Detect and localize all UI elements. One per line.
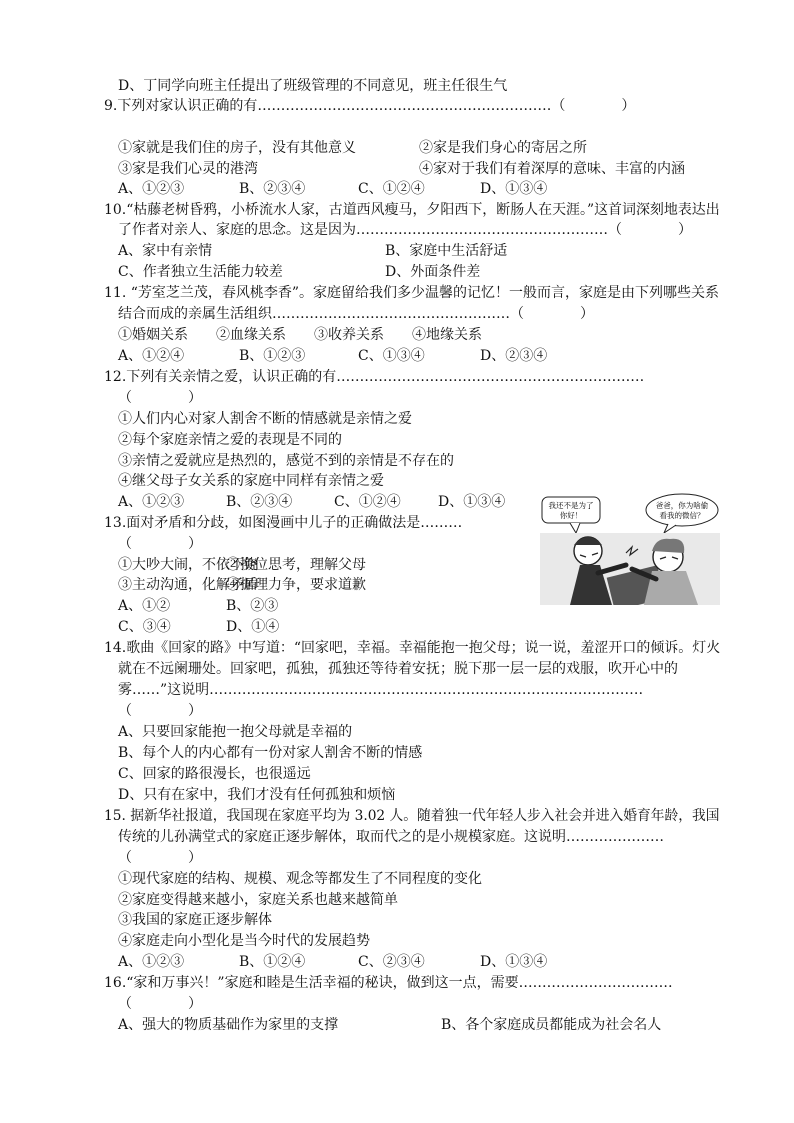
- text-line: 了作者对亲人、家庭的思念。这是因为………………………………………………（ ）: [118, 222, 692, 238]
- text-line: D、①③④: [480, 181, 548, 197]
- text-line: B、②③: [226, 598, 279, 614]
- text-line: D、①③④: [480, 954, 548, 970]
- text-line: 雾……”这说明…………………………………………………………………………………: [118, 682, 644, 698]
- text-line: C、①②④: [334, 494, 401, 510]
- text-line: ③我国的家庭正逐步解体: [118, 912, 272, 928]
- father-bubble-line-2: 看我的微信？: [659, 511, 705, 520]
- text-line: 16.“家和万事兴！”家庭和睦是生活幸福的秘诀，做到这一点，需要……………………………: [104, 975, 673, 991]
- text-line: （ ）: [118, 996, 202, 1012]
- text-line: D、丁同学向班主任提出了班级管理的不同意见，班主任很生气: [118, 78, 508, 94]
- text-line: C、③④: [118, 619, 171, 635]
- text-line: ④家对于我们有着深厚的意味、丰富的内涵: [419, 161, 685, 177]
- text-line: ③主动沟通，化解矛盾: [118, 577, 258, 593]
- text-line: B、家庭中生活舒适: [385, 243, 508, 259]
- text-line: 12.下列有关亲情之爱，认识正确的有…………………………………………………………: [104, 369, 645, 385]
- text-line: C、②③④: [358, 954, 425, 970]
- text-line: 15. 据新华社报道，我国现在家庭平均为 3.02 人。随着独一代年轻人步入社会并进入婚育年龄，我国: [104, 808, 720, 824]
- text-line: B、②③④: [239, 181, 306, 197]
- text-line: ①大吵大闹，不依不饶: [118, 557, 258, 573]
- text-line: ②家是我们身心的寄居之所: [419, 140, 587, 156]
- text-line: ③家是我们心灵的港湾: [118, 161, 258, 177]
- text-line: （ ）: [118, 536, 202, 552]
- text-line: A、①②③: [118, 954, 185, 970]
- text-line: ④继父母子女关系的家庭中同样有亲情之爱: [118, 473, 384, 489]
- text-line: A、只要回家能抱一抱父母就是幸福的: [118, 724, 353, 740]
- text-line: B、②③④: [226, 494, 293, 510]
- text-line: C、①②④: [358, 181, 425, 197]
- text-line: B、各个家庭成员都能成为社会名人: [441, 1017, 662, 1033]
- text-line: D、①④: [226, 619, 280, 635]
- text-line: C、回家的路很漫长，也很遥远: [118, 766, 311, 782]
- text-line: 14.歌曲《回家的路》中写道：“回家吧，幸福。幸福能抱一抱父母；说一说，羞涩开口的倾诉。灯火: [104, 640, 721, 656]
- text-line: B、①②③: [239, 348, 306, 364]
- text-line: A、①②③: [118, 181, 185, 197]
- text-line: D、只有在家中，我们才没有任何孤独和烦恼: [118, 787, 396, 803]
- text-line: A、强大的物质基础作为家里的支撑: [118, 1017, 339, 1033]
- text-line: ④家庭走向小型化是当今时代的发展趋势: [118, 933, 370, 949]
- text-line: B、①②④: [239, 954, 306, 970]
- text-line: C、作者独立生活能力较差: [118, 264, 283, 280]
- text-line: A、家中有亲情: [118, 243, 213, 259]
- text-line: ④据理力争，要求道歉: [226, 577, 366, 593]
- text-line: ②换位思考，理解父母: [226, 557, 366, 573]
- text-line: ③亲情之爱就应是热烈的，感觉不到的亲情是不存在的: [118, 453, 454, 469]
- text-line: 9.下列对家认识正确的有………………………………………………………（ ）: [104, 98, 636, 114]
- cartoon-illustration: [540, 493, 720, 605]
- son-bubble-line-2: 你好！: [559, 511, 583, 520]
- text-line: 就在不远阑珊处。回家吧，孤独，孤独还等待着安抚；脱下那一层一层的戏服，吹开心中的: [118, 661, 678, 677]
- text-line: ①人们内心对家人割舍不断的情感就是亲情之爱: [118, 411, 412, 427]
- text-line: B、每个人的内心都有一份对家人割舍不断的情感: [118, 745, 423, 761]
- text-line: ①婚姻关系 ②血缘关系 ③收养关系 ④地缘关系: [118, 327, 482, 343]
- text-line: ②每个家庭亲情之爱的表现是不同的: [118, 432, 342, 448]
- text-line: 13.面对矛盾和分歧，如图漫画中儿子的正确做法是………: [104, 515, 463, 531]
- text-line: 11. “芳室芝兰茂，春风桃李香”。家庭留给我们多少温馨的记忆！一般而言，家庭是由下列哪些关系: [104, 285, 720, 301]
- text-line: A、①②④: [118, 348, 185, 364]
- text-line: （ ）: [118, 390, 202, 406]
- text-line: D、外面条件差: [385, 264, 481, 280]
- text-line: 10.“枯藤老树昏鸦，小桥流水人家，古道西风瘦马，夕阳西下，断肠人在天涯。”这首词深刻地表达出: [104, 202, 720, 218]
- text-line: A、①②: [118, 598, 171, 614]
- text-line: A、①②③: [118, 494, 185, 510]
- text-line: ①现代家庭的结构、规模、观念等都发生了不同程度的变化: [118, 871, 482, 887]
- text-line: （ ）: [118, 703, 202, 719]
- son-bubble-line-1: 我还不是为了: [548, 501, 594, 510]
- text-line: ①家就是我们住的房子，没有其他意义: [118, 140, 356, 156]
- text-line: D、①③④: [438, 494, 506, 510]
- father-bubble-line-1: 爸爸，你为啥偷: [655, 501, 709, 510]
- text-line: D、②③④: [480, 348, 548, 364]
- text-line: C、①③④: [358, 348, 425, 364]
- text-line: （ ）: [118, 850, 202, 866]
- text-line: ②家庭变得越来越小，家庭关系也越来越简单: [118, 892, 398, 908]
- text-line: 结合而成的亲属生活组织……………………………………………（ ）: [118, 306, 594, 322]
- text-line: 传统的儿孙满堂式的家庭正逐步解体，取而代之的是小规模家庭。这说明…………………: [118, 829, 664, 845]
